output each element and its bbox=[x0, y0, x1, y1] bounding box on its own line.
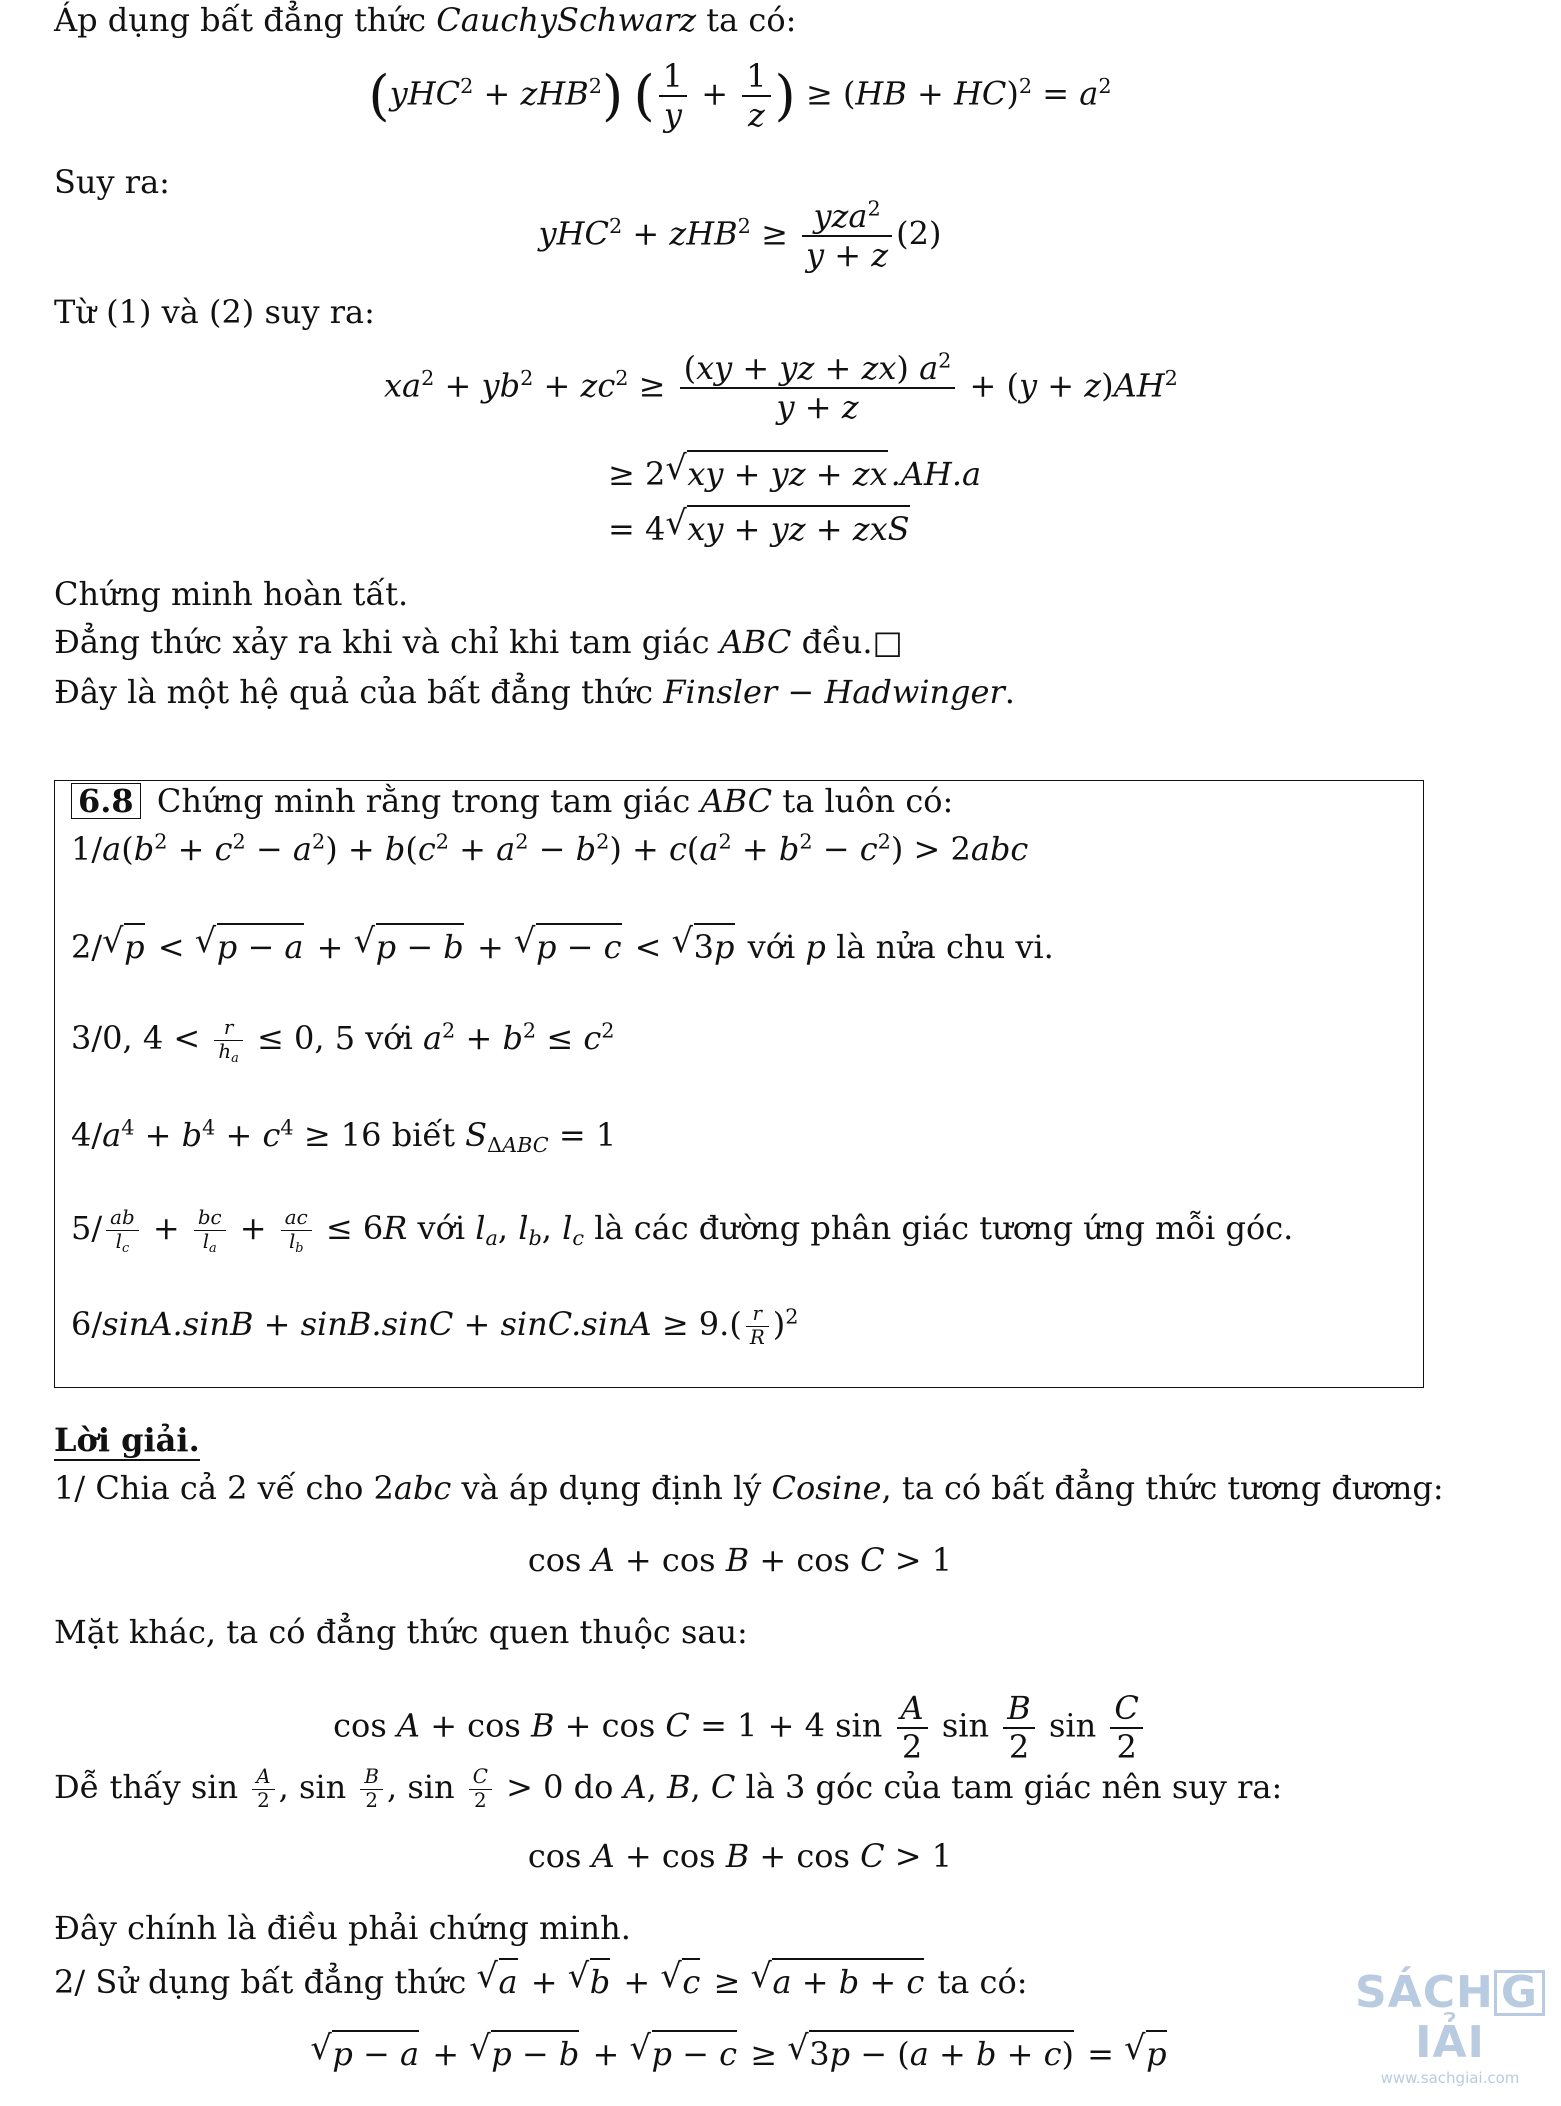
corollary-line: Đây là một hệ quả của bất đẳng thức Finsler − Hadwinger. bbox=[54, 673, 1015, 711]
equation-2-tag: (2) bbox=[896, 214, 942, 253]
equation-cauchy: (yHC$^2$ + zHB$^2$) ( $\frac{1}{y}$ + $\frac{1}{z}$ ) ≥ $(HB + HC)^2 = a^2$ bbox=[368, 57, 1112, 134]
easy-see: Dễ thấy bbox=[54, 1767, 181, 1806]
equation-cos-sum-2: cos A + cos B + cos C > 1 bbox=[527, 1837, 953, 1875]
item5-text: với bbox=[417, 1208, 466, 1247]
solution-part1: 1/ Chia cả 2 vế cho 2abc và áp dụng định lý Cosine, ta có bất đẳng thức tương đương: bbox=[54, 1469, 1444, 1507]
proof-done: Chứng minh hoàn tất. bbox=[54, 575, 409, 613]
watermark-url: www.sachgiai.com bbox=[1380, 2069, 1520, 2087]
item3-text: với bbox=[365, 1018, 413, 1057]
part1-c: , ta có bất đẳng thức tương đương: bbox=[881, 1469, 1444, 1507]
corollary-text: Đây là một hệ quả của bất đẳng thức bbox=[54, 673, 654, 711]
item2-text2: là nửa chu vi. bbox=[836, 928, 1054, 966]
easy-see-b: do bbox=[573, 1767, 614, 1806]
cauchy-tail: ta có: bbox=[706, 1, 797, 39]
cauchy-intro-text: Áp dụng bất đẳng thức bbox=[54, 1, 427, 39]
part1-cosine: Cosine bbox=[771, 1469, 882, 1507]
problem-item-6: 6/sinA.sinB + sinB.sinC + sinC.sinA ≥ 9.( $\frac{r}{R}$ )$^2$ bbox=[71, 1302, 799, 1349]
part1-a: 1/ Chia cả 2 vế cho bbox=[54, 1469, 364, 1507]
item4-text: biết bbox=[391, 1116, 455, 1154]
chain-line-2: ≥ 2√ xy + yz + zx.AH.a bbox=[608, 450, 981, 494]
cauchy-name: CauchySchwarz bbox=[436, 1, 697, 39]
solution-part2: 2/ Sử dụng bất đẳng thức √ a + √ b + √ c ≥ √ a + b + c ta có: bbox=[54, 1958, 1028, 2002]
problem-statement-text: Chứng minh rằng trong tam giác bbox=[156, 782, 691, 820]
equation-sqrt-sum: √ p − a + √ p − b + √ p − c ≥ √ 3p − (a + b + c) = √ p bbox=[0, 2030, 1480, 2074]
qed-symbol: □ bbox=[872, 623, 903, 661]
chain-line-1: $xa^2 + yb^2 + zc^2$ ≥ $\frac{(xy + yz + zx) a^2}{y + z}$ + $(y + z)AH^2$ bbox=[384, 348, 1178, 426]
conclusion: Đây chính là điều phải chứng minh. bbox=[54, 1909, 631, 1947]
problem-item-5: 5/ $\frac{ab}{l_c}$ + $\frac{bc}{l_a}$ + $\frac{ac}{l_b}$ ≤ 6R với $l_a$, $l_b$, $l_c$ là các đường phân giác tương ứng mỗi góc. bbox=[71, 1206, 1294, 1256]
equality-end: đều. bbox=[801, 623, 873, 661]
part1-b: và áp dụng định lý bbox=[461, 1469, 762, 1507]
easy-see-c: là 3 góc của tam giác nên suy ra: bbox=[745, 1767, 1283, 1806]
equality-line bbox=[54, 622, 903, 662]
part2-a: 2/ Sử dụng bất đẳng thức bbox=[54, 1963, 467, 2001]
problem-item-2: 2/√ p < √ p − a + √ p − b + √ p − c < √ 3p với p là nửa chu vi. bbox=[71, 923, 1054, 967]
item2-text: với bbox=[747, 928, 796, 966]
item5-text2: là các đường phân giác tương ứng mỗi góc. bbox=[594, 1208, 1294, 1247]
watermark-logo: SÁCH GIẢI bbox=[1350, 1968, 1550, 2068]
solution-heading-text: Lời giải. bbox=[54, 1421, 200, 1459]
corollary-name: Finsler − Hadwinger bbox=[663, 673, 1005, 711]
part2-b: ta có: bbox=[937, 1963, 1028, 2001]
chain-line-3: = 4√ xy + yz + zxS bbox=[608, 505, 913, 549]
problem-statement bbox=[71, 781, 953, 821]
combine-label: Từ (1) và (2) suy ra: bbox=[54, 293, 375, 331]
easy-see-line: Dễ thấy sin $\frac{A}{2}$ , sin $\frac{B}{2}$ , sin $\frac{C}{2}$ > 0 do A, B, C là 3 góc của tam giác nên suy ra: bbox=[54, 1765, 1283, 1812]
problem-item-1: $1/a(b^2 + c^2 - a^2) + b(c^2 + a^2 - b^2) + c(a^2 + b^2 - c^2) > 2abc$ bbox=[71, 829, 1029, 868]
equation-cos-identity: cos A + cos B + cos C = 1 + 4 sin $\frac{A}{2}$ sin $\frac{B}{2}$ sin $\frac{C}{2}$ bbox=[0, 1690, 1480, 1766]
problem-statement-end: ta luôn có: bbox=[782, 782, 954, 820]
equality-triangle: ABC bbox=[719, 623, 792, 661]
solution-heading bbox=[54, 1420, 200, 1460]
problem-box bbox=[54, 780, 1424, 1388]
known-identity: Mặt khác, ta có đẳng thức quen thuộc sau: bbox=[54, 1613, 748, 1651]
problem-item-4: $4/a^4 + b^4 + c^4 \ge 16$ biết $S_{\Delta ABC} = 1$ bbox=[71, 1115, 617, 1158]
cauchy-intro-line bbox=[54, 0, 796, 40]
problem-number: 6.8 bbox=[71, 783, 141, 819]
equality-text: Đẳng thức xảy ra khi và chỉ khi tam giác bbox=[54, 623, 710, 661]
equation-2: yHC$^2$ + zHB$^2$ ≥ $\frac{yza^2}{y + z}$ (2) bbox=[538, 196, 942, 274]
problem-triangle: ABC bbox=[700, 782, 773, 820]
equation-cos-sum-1: cos A + cos B + cos C > 1 bbox=[527, 1541, 953, 1579]
watermark bbox=[1350, 1968, 1550, 2088]
suy-ra-label: Suy ra: bbox=[54, 163, 170, 201]
problem-item-3: 3/0, 4 < $\frac{r}{h_a}$ ≤ 0, 5 với $a^2 + b^2 \le c^2$ bbox=[71, 1016, 615, 1066]
